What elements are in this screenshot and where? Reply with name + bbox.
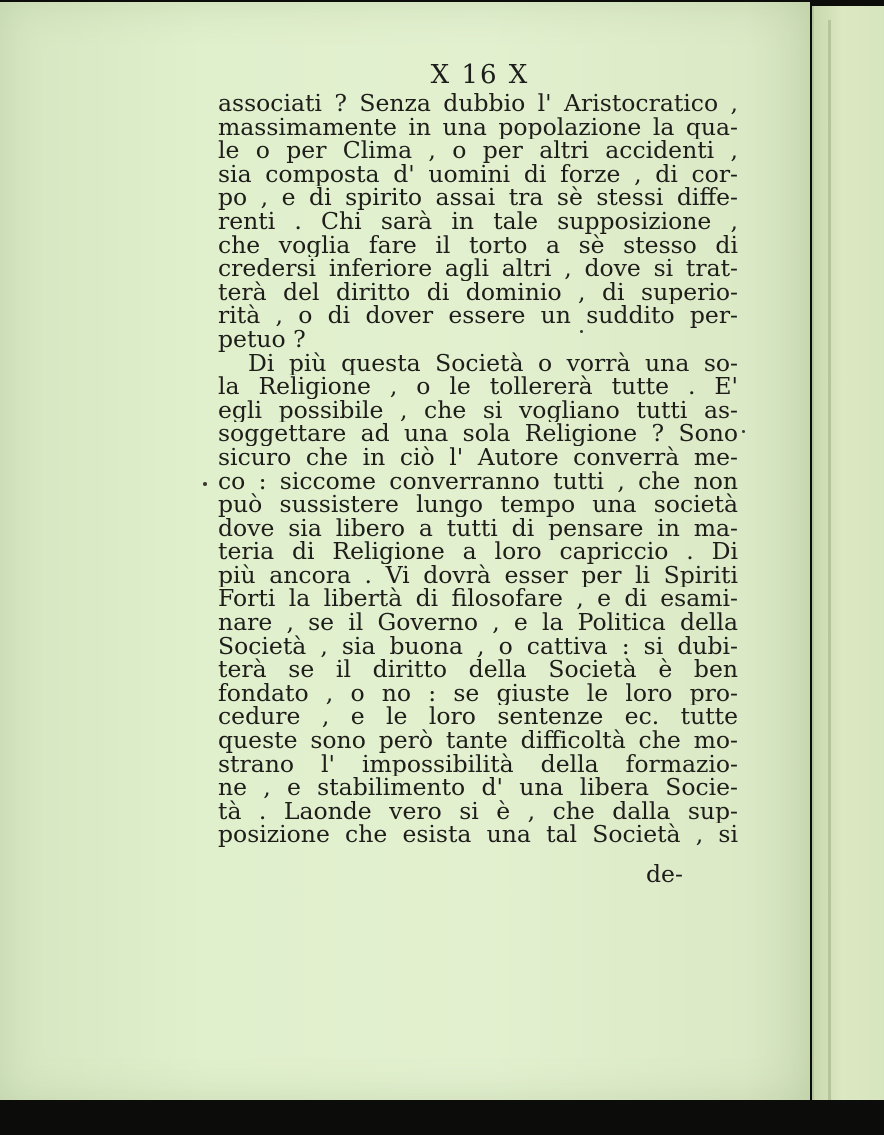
page-gutter-shadow [828,20,831,1100]
page-number-header: X 16 X [430,60,530,90]
text-line: la Religione , o le tollererà tutte . E' [218,375,738,399]
ink-speck [203,482,207,486]
text-line: rità , o di dover essere un suddito per- [218,304,738,328]
text-line: Di più questa Società o vorrà una so- [248,351,738,376]
text-line: renti . Chi sarà in tale supposizione , [218,209,738,234]
text-line: associati ? Senza dubbio l' Aristocratico , [218,92,738,116]
text-line: posizione che esista una tal Società , si [218,823,738,847]
text-line: sicuro che in ciò l' Autore converrà me- [218,445,738,470]
text-line: può sussistere lungo tempo una società [218,493,738,517]
text-line: cedure , e le loro sentenze ec. tutte [218,705,738,730]
text-line: che voglia fare il torto a sè stesso di [218,233,738,258]
text-line: massimamente in una popolazione la qua- [218,115,738,140]
text-line: po , e di spirito assai tra sè stessi diffe- [218,186,738,210]
text-line: più ancora . Vi dovrà esser per li Spiriti [218,563,738,588]
text-line: petuo ? [218,327,306,352]
text-line: Forti la libertà di filosofare , e di esami- [218,587,738,612]
text-line: queste sono però tante difficoltà che mo- [218,729,738,753]
text-line: ne , e stabilimento d' una libera Socie- [218,776,738,800]
scan-border [0,1100,884,1135]
adjacent-page-edge [812,6,884,1100]
text-line: tà . Laonde vero si è , che dalla sup- [218,799,738,824]
text-line: egli possibile , che si vogliano tutti as- [218,398,738,423]
text-line: nare , se il Governo , e la Politica della [218,611,738,635]
text-line: terà se il diritto della Società è ben [218,658,738,682]
text-line: fondato , o no : se giuste le loro pro- [218,681,738,706]
text-line: terà del diritto di dominio , di superio- [218,280,738,305]
text-line: dove sia libero a tutti di pensare in ma- [218,516,738,541]
ink-speck [742,430,745,433]
text-line: Società , sia buona , o cattiva : si dubi- [218,634,738,659]
text-line: co : siccome converranno tutti , che non [218,469,738,494]
ink-speck [580,330,583,333]
text-line: sia composta d' uomini di forze , di cor- [218,162,738,187]
text-line: credersi inferiore agli altri , dove si trat- [218,257,738,281]
text-line: soggettare ad una sola Religione ? Sono [218,422,738,446]
body-text [218,92,738,847]
text-line: le o per Clima , o per altri accidenti , [218,139,738,163]
text-line: teria di Religione a loro capriccio . Di [218,540,738,564]
catchword: de- [646,860,683,888]
text-line: strano l' impossibilità della formazio- [218,752,738,777]
